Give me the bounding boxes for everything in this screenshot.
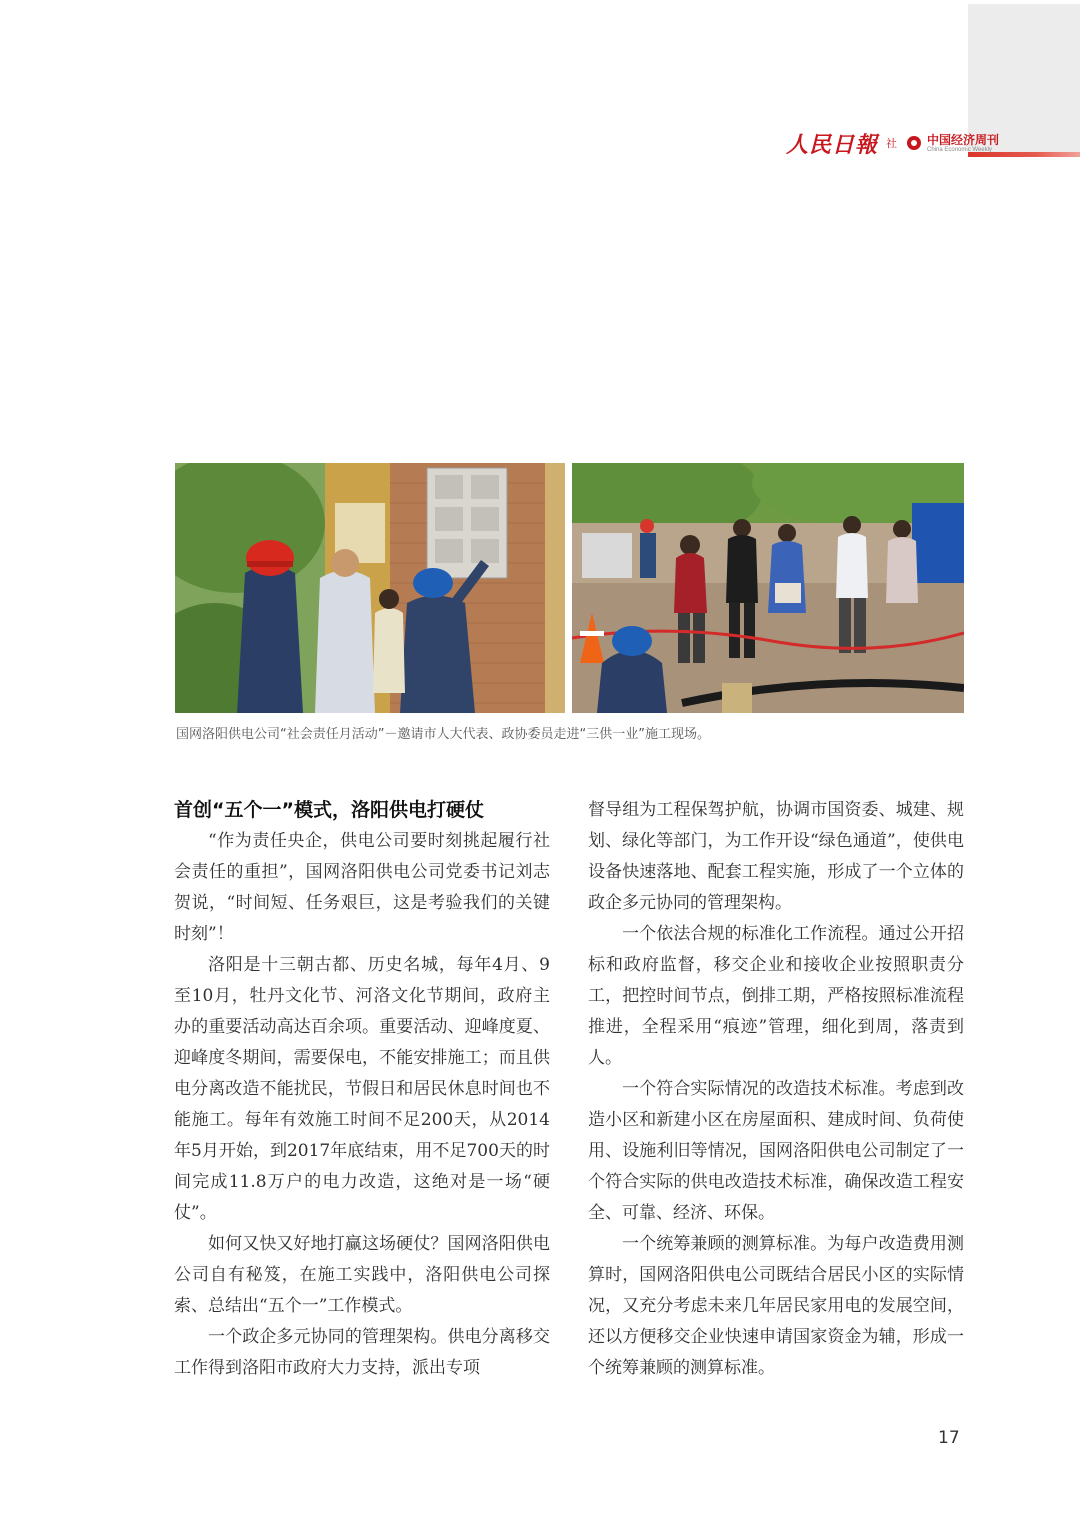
china-economic-weekly-logo-en: China Economic Weekly <box>927 146 992 153</box>
photo-caption: 国网洛阳供电公司“社会责任月活动”－邀请市人大代表、政协委员走进“三供一业”施工现场。 <box>176 727 710 742</box>
article-paragraph-continued: 督导组为工程保驾护航，协调市国资委、城建、规划、绿化等部门，为工作开设“绿色通道”，使供电设备快速落地、配套工程实施，形成了一个立体的政企多元协同的管理架构。 <box>588 800 964 913</box>
page-number: 17 <box>938 1428 960 1448</box>
article-paragraph: 一个统筹兼顾的测算标准。为每户改造费用测算时，国网洛阳供电公司既结合居民小区的实际情况，又充分考虑未来几年居民家用电的发展空间，还以方便移交企业快速申请国家资金为辅，形成一个统筹兼顾的测算标准。 <box>588 1234 964 1378</box>
photo-meter-inspection-image <box>175 463 565 713</box>
china-economic-weekly-emblem-icon <box>907 136 921 150</box>
photo-site-visit-image <box>572 463 964 713</box>
article-column-left <box>174 795 550 1384</box>
article-paragraph: 一个符合实际情况的改造技术标准。考虑到改造小区和新建小区在房屋面积、建成时间、负荷使用、设施利旧等情况，国网洛阳供电公司制定了一个符合实际的供电改造技术标准，确保改造工程安全、可靠、经济、环保。 <box>588 1079 964 1223</box>
peoples-daily-logo-suffix: 社 <box>886 137 898 150</box>
china-economic-weekly-logo <box>927 134 999 153</box>
article-paragraph: “作为责任央企，供电公司要时刻挑起履行社会责任的重担”，国网洛阳供电公司党委书记刘志贺说，“时间短、任务艰巨，这是考验我们的关键时刻”！ <box>174 831 550 944</box>
masthead-logos <box>786 130 999 156</box>
peoples-daily-logo: 人民日報 <box>786 131 879 158</box>
photo-site-visit <box>572 463 964 713</box>
article-paragraph: 洛阳是十三朝古都、历史名城，每年4月、9至10月，牡丹文化节、河洛文化节期间，政府主办的重要活动高达百余项。重要活动、迎峰度夏、迎峰度冬期间，需要保电，不能安排施工；而且供电分离改造不能扰民，节假日和居民休息时间也不能施工。每年有效施工时间不足200天，从2014年5月开始，到2017年底结束，用不足700天的时间完成11.8万户的电力改造，这绝对是一场“硬仗”。 <box>174 955 550 1223</box>
article-paragraph: 一个政企多元协同的管理架构。供电分离移交工作得到洛阳市政府大力支持，派出专项 <box>174 1327 550 1378</box>
article-paragraph: 一个依法合规的标准化工作流程。通过公开招标和政府监督，移交企业和接收企业按照职责分工，把控时间节点，倒排工期，严格按照标准流程推进，全程采用“痕迹”管理，细化到周，落责到人。 <box>588 924 964 1068</box>
article-title: 首创“五个一”模式，洛阳供电打硬仗 <box>174 799 484 821</box>
photo-meter-inspection <box>175 463 565 713</box>
china-economic-weekly-logo-cn: 中国经济周刊 <box>927 132 1000 147</box>
article-paragraph: 如何又快又好地打赢这场硬仗？国网洛阳供电公司自有秘笈，在施工实践中，洛阳供电公司探索、总结出“五个一”工作模式。 <box>174 1234 550 1316</box>
article-column-right <box>588 795 964 1384</box>
